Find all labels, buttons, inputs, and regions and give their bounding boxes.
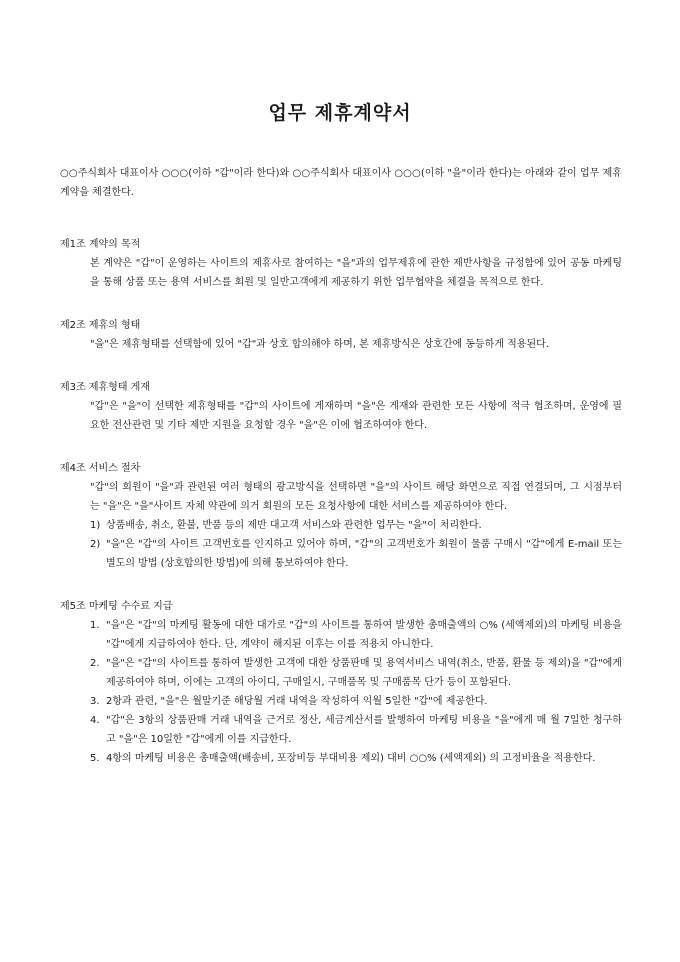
item-number: 5. [90, 753, 100, 764]
list-item [60, 535, 622, 573]
article-item-list [60, 616, 622, 768]
item-text: 4항의 마케팅 비용은 총매출액(배송비, 포장비등 부대비용 제외) 대비 ○○% (세액제외) 의 고정비율을 적용한다. [106, 753, 596, 764]
article-item-list [60, 516, 622, 573]
article-heading: 제1조 계약의 목적 [60, 239, 141, 250]
article-body: "갑"은 "을"이 선택한 제휴형태를 "갑"의 사이트에 게재하며 "을"은 게재와 관련한 모든 사항에 적극 협조하며, 운영에 필요한 전산관련 및 기타 제반 지원을 요청할 경우 "을"은 이에 협조하여야 한다. [90, 401, 622, 431]
article-heading: 제2조 제휴의 형태 [60, 320, 141, 331]
document-title: 업무 제휴계약서 [268, 102, 412, 124]
item-number: 2) [90, 539, 101, 550]
list-item [60, 711, 622, 749]
article-3 [60, 378, 622, 435]
item-text: 2항과 관련, "을"은 월말기준 해당월 거래 내역을 작성하여 익월 5일한 "갑"에 제공한다. [106, 696, 488, 707]
item-number: 3. [90, 696, 100, 707]
item-number: 1) [90, 520, 101, 531]
article-heading: 제3조 제휴형태 게재 [60, 382, 150, 393]
item-number: 4. [90, 715, 100, 726]
list-item [60, 616, 622, 654]
list-item [60, 654, 622, 692]
list-item [60, 516, 622, 535]
item-number: 1. [90, 620, 100, 631]
article-body: "을"은 제휴형태를 선택함에 있어 "갑"과 상호 합의해야 하며, 본 제휴방식은 상호간에 동등하게 적용된다. [90, 339, 549, 350]
item-text: "을"은 "갑"의 사이트 고객번호를 인지하고 있어야 하며, "갑"의 고객번호가 회원이 물품 구매시 "갑"에게 E-mail 또는 별도의 방법 (상호합의한 방법)에 의해 통보하여야 한다. [106, 539, 622, 569]
article-body: 본 계약은 "갑"이 운영하는 사이트의 제휴사로 참여하는 "을"과의 업무제휴에 관한 제반사항을 규정함에 있어 공동 마케팅을 통해 상품 또는 용역 서비스를 회원 및 일반고객에게 제공하기 위한 업무협약을 체결을 목적으로 한다. [90, 258, 622, 288]
article-heading: 제4조 서비스 절차 [60, 463, 141, 474]
article-heading: 제5조 마케팅 수수료 지급 [60, 601, 173, 612]
article-1 [60, 235, 622, 292]
item-text: "을"은 "갑"의 사이트를 통하여 발생한 고객에 대한 상품판매 및 용역서비스 내역(취소, 반품, 환물 등 제외)을 "갑"에게 제공하여야 하며, 이에는 고객의 아이디, 구매일시, 구매품목 및 구매품목 단가 등이 포함된다. [106, 658, 622, 688]
article-2 [60, 316, 622, 354]
article-body: "갑"의 회원이 "을"과 관련된 여러 형태의 광고방식을 선택하면 "을"의 사이트 해당 화면으로 직접 연결되며, 그 시점부터는 "을"은 "을"사이트 자체 약관에 의거 회원의 모든 요청사항에 대한 서비스를 제공하여야 한다. [90, 482, 622, 512]
article-4 [60, 459, 622, 573]
list-item [60, 749, 622, 768]
item-text: "을"은 "갑"의 마케팅 활동에 대한 대가로 "갑"의 사이트를 통하여 발생한 총매출액의 ○% (세액제외)의 마케팅 비용을 "갑"에게 지급하여야 한다. 단, 계약이 해지된 이후는 이를 적용치 아니한다. [106, 620, 622, 650]
article-5 [60, 597, 622, 768]
item-text: 상품배송, 취소, 환불, 반품 등의 제반 대고객 서비스와 관련한 업무는 "을"이 처리한다. [106, 520, 482, 531]
item-number: 2. [90, 658, 100, 669]
item-text: "갑"은 3항의 상품판매 거래 내역을 근거로 정산, 세금계산서를 발행하여 마케팅 비용을 "을"에게 매 월 7일한 청구하고 "을"은 10일한 "갑"에게 이를 지급한다. [106, 715, 622, 745]
document-body [60, 164, 622, 792]
list-item [60, 692, 622, 711]
intro-paragraph: ○○주식회사 대표이사 ○○○(이하 "갑"이라 한다)와 ○○주식회사 대표이사 ○○○(이하 "을"이라 한다)는 아래와 같이 업무 제휴계약을 체결한다. [60, 168, 622, 198]
